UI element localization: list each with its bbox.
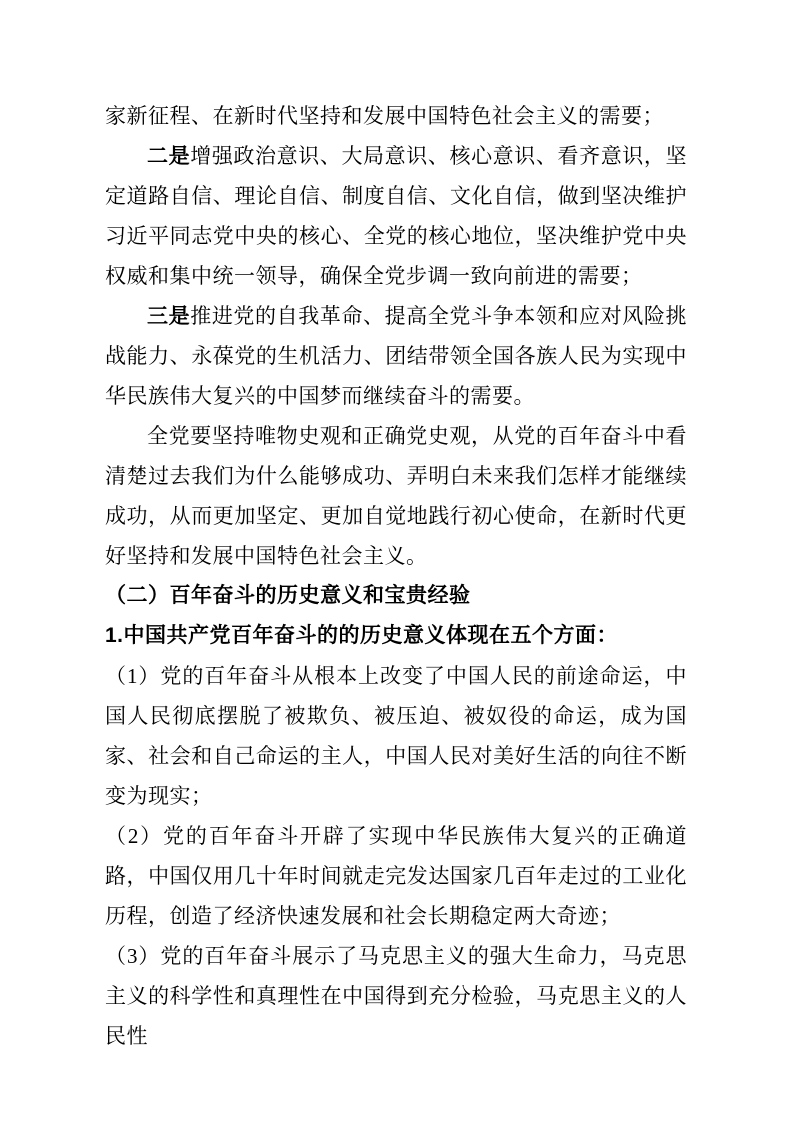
body-paragraph: [105, 96, 687, 136]
paragraph-text: 家新征程、在新时代坚持和发展中国特色社会主义的需要；: [105, 104, 664, 128]
paragraph-text: 增强政治意识、大局意识、核心意识、看齐意识，坚定道路自信、理论自信、制度自信、文化自信，做到坚决维护习近平同志党中央的核心、全党的核心地位，坚决维护党中央权威和集中统一领导，确保全党步调一致向前进的需要；: [105, 144, 688, 288]
body-paragraph: [105, 656, 687, 816]
heading-paragraph: [105, 616, 687, 656]
paragraph-text: 全党要坚持唯物史观和正确党史观，从党的百年奋斗中看清楚过去我们为什么能够成功、弄明白未来我们怎样才能继续成功，从而更加坚定、更加自觉地践行初心使命，在新时代更好坚持和发展中国特色社会主义。: [105, 424, 687, 568]
body-paragraph: [105, 936, 687, 1056]
paragraph-text: （3）党的百年奋斗展示了马克思主义的强大生命力，马克思主义的科学性和真理性在中国得到充分检验，马克思主义的人民性: [105, 944, 687, 1048]
paragraph-text: 推进党的自我革命、提高全党斗争本领和应对风险挑战能力、永葆党的生机活力、团结带领全国各族人民为实现中华民族伟大复兴的中国梦而继续奋斗的需要。: [105, 304, 688, 408]
paragraph-text: （二）百年奋斗的历史意义和宝贵经验: [105, 584, 471, 607]
body-paragraph: [105, 296, 687, 416]
paragraph-text: （1）党的百年奋斗从根本上改变了中国人民的前途命运，中国人民彻底摆脱了被欺负、被压迫、被奴役的命运，成为国家、社会和自己命运的主人，中国人民对美好生活的向往不断变为现实；: [105, 664, 687, 808]
paragraph-lead: 三是: [147, 304, 191, 328]
paragraph-lead: 二是: [147, 144, 191, 168]
body-paragraph: [105, 816, 687, 936]
paragraph-text: （2）党的百年奋斗开辟了实现中华民族伟大复兴的正确道路，中国仅用几十年时间就走完发达国家几百年走过的工业化历程，创造了经济快速发展和社会长期稳定两大奇迹；: [105, 824, 687, 928]
heading-paragraph: [105, 576, 687, 616]
paragraph-text: 1.中国共产党百年奋斗的的历史意义体现在五个方面：: [105, 624, 619, 647]
body-paragraph: [105, 416, 687, 576]
body-paragraph: [105, 136, 687, 296]
